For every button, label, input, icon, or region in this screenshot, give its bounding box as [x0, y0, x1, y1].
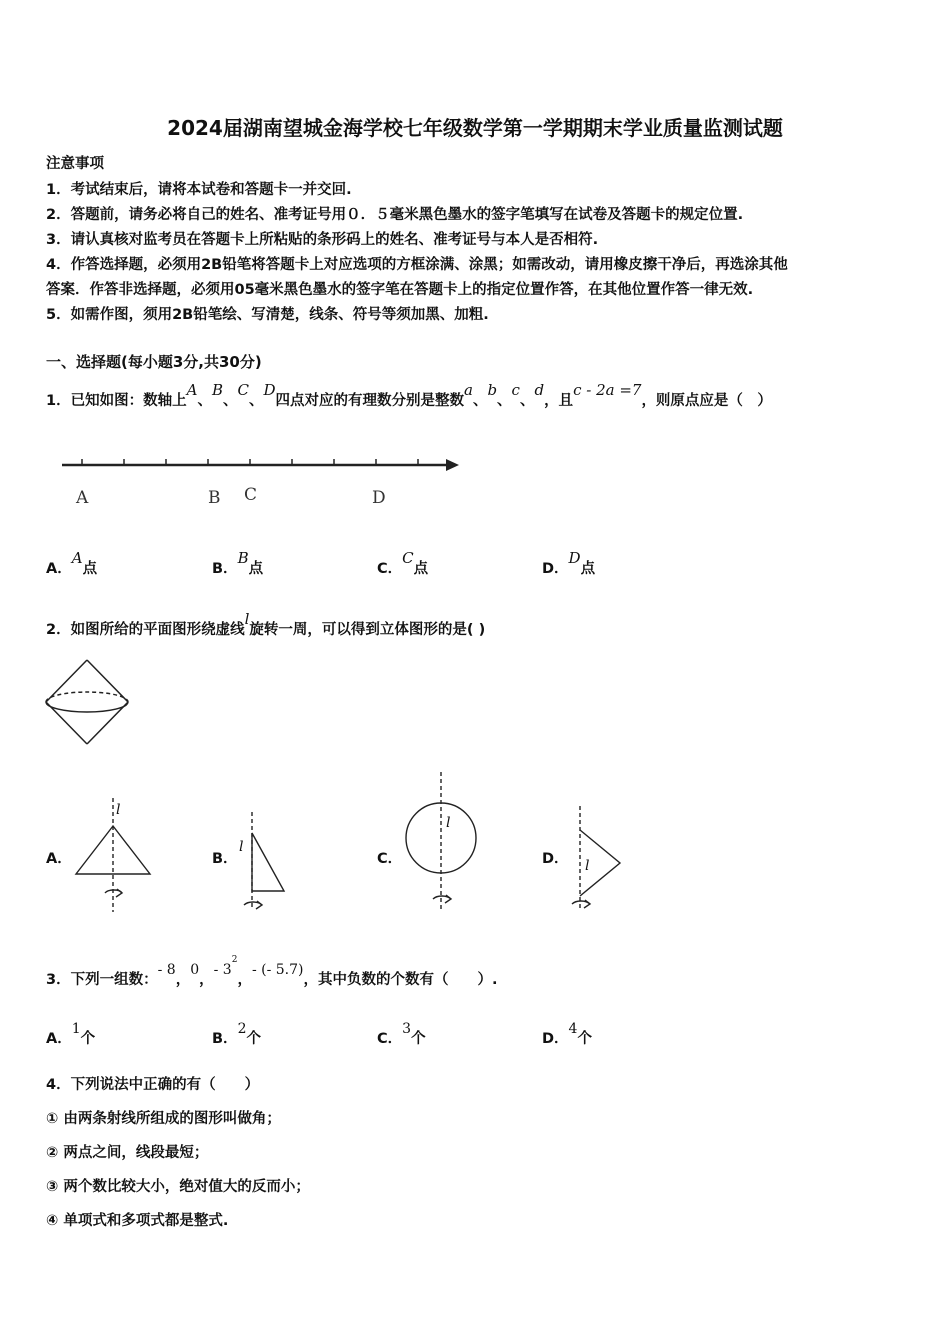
q1-var-D: D	[263, 381, 276, 399]
question-4-stem: 4．下列说法中正确的有（ ）	[46, 1077, 260, 1093]
q3-text-1: 3．下列一组数：	[46, 972, 158, 988]
option-suffix: 点	[580, 561, 596, 577]
q1-text-3: ，且	[544, 393, 574, 409]
option-var: C	[402, 549, 414, 567]
axis-l-label-c: l	[446, 815, 451, 831]
q2-option-d[interactable]: D．	[542, 851, 569, 867]
double-cone-figure	[46, 660, 128, 744]
q2-option-b[interactable]: B．	[212, 851, 238, 867]
q3-sep: ，	[237, 972, 252, 988]
option-label: C．	[377, 561, 403, 577]
option-suffix: 点	[82, 561, 98, 577]
option-suffix: 个	[411, 1031, 426, 1047]
axis-l-label-d: l	[585, 858, 590, 874]
q3-num-1: - 8	[157, 962, 176, 978]
q4-statement-3: ③ 两个数比较大小，绝对值大的反而小；	[46, 1179, 310, 1195]
q1-var-C: C	[237, 381, 249, 399]
q3-sep: ，	[199, 972, 214, 988]
option-label: B．	[212, 1031, 238, 1047]
page-title: 2024届湖南望城金海学校七年级数学第一学期期末学业质量监测试题	[167, 116, 783, 140]
q1-sep: 、	[497, 393, 512, 409]
q1-var-A: A	[186, 381, 198, 399]
q2-var-l: l	[244, 610, 250, 628]
q3-text-2: ，其中负数的个数有（ ）.	[303, 972, 498, 988]
q2-option-c[interactable]: C．	[377, 851, 403, 867]
section-heading: 一、选择题(每小题3分,共30分)	[46, 353, 262, 371]
option-var: A	[71, 549, 83, 567]
q1-text-4: ，则原点应是（ ）	[641, 393, 772, 409]
q3-num-4: - (- 5.7)	[251, 962, 304, 978]
option-label: D．	[542, 1031, 569, 1047]
q3-sep: ，	[175, 972, 191, 988]
notice-item-2: 2．答题前，请务必将自己的姓名、准考证号用０．５毫米黑色墨水的签字笔填写在试卷及答题卡的规定位置.	[46, 207, 744, 223]
q2-text-1: 2．如图所给的平面图形绕虚线	[46, 622, 245, 638]
q3-option-a[interactable]	[46, 1021, 96, 1048]
option-var: D	[568, 549, 581, 567]
axis-l-label-b: l	[239, 839, 244, 855]
q1-equation: c - 2a =7	[573, 381, 642, 399]
q3-option-c[interactable]	[377, 1021, 426, 1048]
option-label: B．	[212, 561, 238, 577]
q3-num-3: - 3	[213, 962, 232, 978]
option-label: C．	[377, 1031, 403, 1047]
option-b-figure	[244, 812, 284, 910]
notice-item-4-cont: 答案．作答非选择题，必须用05毫米黑色墨水的签字笔在答题卡上的指定位置作答，在其他位置作答一律无效.	[46, 282, 754, 298]
axis-label-D: D	[372, 488, 386, 508]
q1-var-a: a	[463, 381, 473, 399]
option-var: B	[237, 549, 249, 567]
option-label: D．	[542, 561, 569, 577]
notice-heading: 注意事项	[46, 156, 104, 172]
option-suffix: 个	[80, 1031, 96, 1047]
option-num: 2	[237, 1021, 247, 1037]
option-suffix: 个	[577, 1031, 592, 1047]
option-label: A．	[46, 1031, 72, 1047]
q1-sep: 、	[472, 393, 488, 409]
q3-option-b[interactable]	[212, 1021, 261, 1048]
q1-text-2: 四点对应的有理数分别是整数	[275, 393, 464, 409]
option-num: 3	[402, 1021, 412, 1037]
q4-statement-1: ① 由两条射线所组成的图形叫做角；	[46, 1111, 281, 1127]
q1-sep: 、	[197, 393, 212, 409]
q1-var-b: b	[487, 381, 498, 399]
axis-label-B: B	[208, 488, 221, 508]
option-num: 1	[71, 1021, 81, 1037]
q1-var-B: B	[211, 381, 223, 399]
q3-num-2: 0	[190, 962, 200, 978]
option-suffix: 点	[413, 561, 429, 577]
q2-option-a[interactable]: A．	[46, 851, 72, 867]
q4-statement-4: ④ 单项式和多项式都是整式.	[46, 1213, 229, 1229]
axis-label-C: C	[244, 485, 258, 505]
q2-text-2: 旋转一周，可以得到立体图形的是( )	[249, 622, 486, 638]
q3-option-d[interactable]	[542, 1021, 592, 1048]
q1-var-c: c	[511, 381, 520, 399]
q1-text-1: 1．已知如图：数轴上	[46, 393, 187, 409]
option-suffix: 点	[248, 561, 264, 577]
notice-item-4: 4．作答选择题，必须用2B铅笔将答题卡上对应选项的方框涂满、涂黑；如需改动，请用橡皮擦干净后，再选涂其他	[46, 257, 788, 273]
q1-sep: 、	[248, 393, 264, 409]
notice-item-5: 5．如需作图，须用2B铅笔绘、写清楚，线条、符号等须加黑、加粗.	[46, 307, 489, 323]
option-label: A．	[46, 561, 72, 577]
q1-sep: 、	[519, 393, 535, 409]
question-3-stem	[46, 955, 498, 989]
option-num: 4	[568, 1021, 578, 1037]
q3-num-3-exp: 2	[231, 955, 238, 966]
axis-l-label-a: l	[116, 802, 121, 818]
axis-label-A: A	[76, 488, 89, 508]
q1-sep: 、	[222, 393, 238, 409]
notice-item-3: 3．请认真核对监考员在答题卡上所粘贴的条形码上的姓名、准考证号与本人是否相符.	[46, 232, 599, 248]
q4-statement-2: ② 两点之间，线段最短；	[46, 1145, 209, 1161]
q1-var-d: d	[534, 381, 545, 399]
option-suffix: 个	[246, 1031, 261, 1047]
notice-item-1: 1．考试结束后，请将本试卷和答题卡一并交回.	[46, 182, 352, 198]
